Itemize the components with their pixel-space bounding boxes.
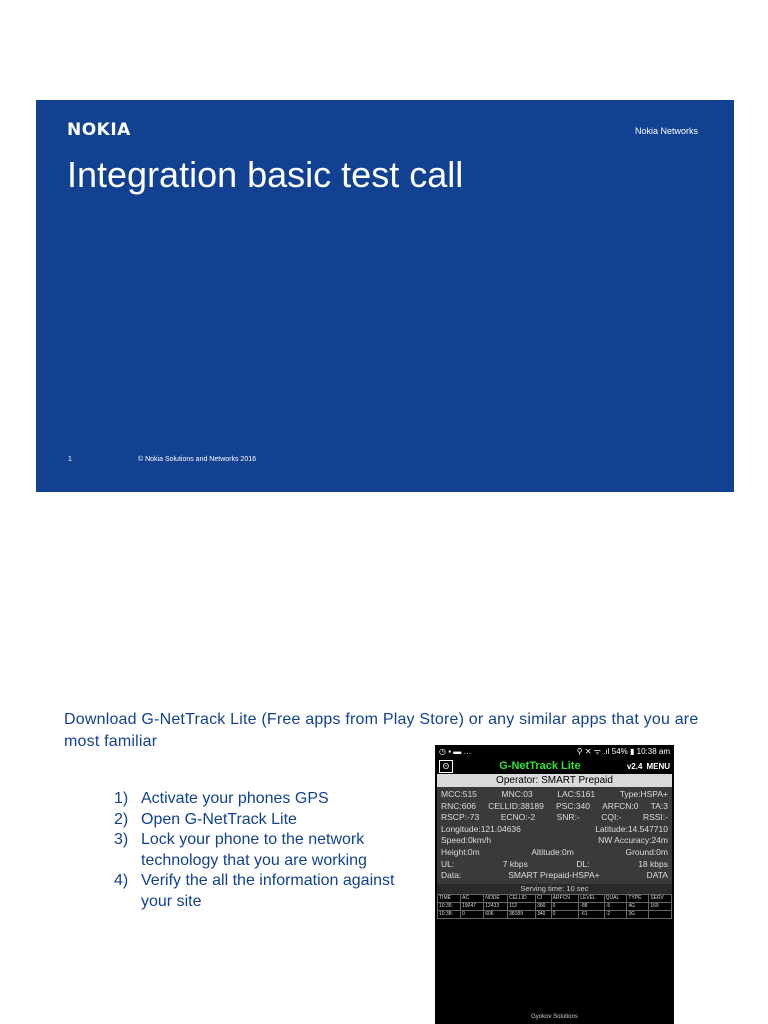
- table-cell: -5: [604, 902, 627, 910]
- developer-logo: Gyokov Solutions: [531, 1014, 578, 1020]
- table-cell: 19047: [461, 902, 484, 910]
- info-data-state: DATA: [646, 870, 668, 881]
- step-text: Lock your phone to the network technology that you are working: [141, 831, 367, 869]
- info-psc: PSC:340: [555, 800, 591, 811]
- info-row: [441, 847, 668, 859]
- info-row: [441, 870, 668, 882]
- info-ecno: ECNO:-2: [500, 812, 536, 823]
- status-icons-left: ◷ ▪ ▬ …: [439, 747, 472, 756]
- info-ul-label: UL:: [441, 858, 455, 869]
- column-header: LEVEL: [579, 894, 604, 902]
- info-longitude: Longitude:121.04636: [441, 823, 521, 834]
- column-header: TYPE: [627, 894, 649, 902]
- info-row: [441, 801, 668, 813]
- table-cell: 380: [536, 902, 552, 910]
- info-speed: Speed:0km/h: [441, 835, 492, 846]
- steps-list: [114, 789, 404, 912]
- info-rssi: RSSI:-: [642, 812, 668, 823]
- column-header: CELLID: [508, 894, 536, 902]
- table-cell: 0: [551, 902, 579, 910]
- info-type: Type:HSPA+: [619, 789, 668, 799]
- table-cell: 340: [536, 910, 552, 918]
- table-cell: -88: [579, 902, 604, 910]
- info-dl-value: 18 kbps: [638, 858, 668, 869]
- app-title: G-NetTrack Lite: [499, 760, 581, 772]
- table-cell: 0: [461, 910, 484, 918]
- column-header: AC: [461, 894, 484, 902]
- network-info-panel: [437, 787, 672, 884]
- info-latitude: Latitude:14.547710: [595, 823, 668, 834]
- title-slide: [36, 100, 734, 492]
- info-lac: LAC:5161: [557, 789, 596, 799]
- phone-screenshot: [435, 745, 674, 1024]
- info-cqi: CQI:-: [601, 812, 622, 823]
- table-cell: [649, 910, 672, 918]
- copyright-text: © Nokia Solutions and Networks 2016: [138, 456, 256, 463]
- info-height: Height:0m: [441, 846, 480, 857]
- serving-time: Serving time: 10 sec: [437, 884, 672, 894]
- list-item: [114, 871, 404, 912]
- column-header: SERV: [649, 894, 672, 902]
- operator-label: Operator: SMART Prepaid: [437, 774, 672, 787]
- table-cell: 4G: [627, 902, 649, 910]
- table-cell: 3G: [627, 910, 649, 918]
- table-cell: 0: [551, 910, 579, 918]
- table-cell: 606: [484, 910, 508, 918]
- info-rscp: RSCP:-73: [441, 812, 480, 823]
- table-cell: 38189: [508, 910, 536, 918]
- info-dl-label: DL:: [576, 858, 590, 869]
- table-cell: 10:35:: [438, 902, 461, 910]
- cell-log-table: [437, 894, 672, 919]
- nokia-logo: NOKIA: [67, 120, 131, 140]
- info-data-label: Data:: [441, 870, 462, 881]
- table-cell: 112: [508, 902, 536, 910]
- table-cell: 10:38:: [438, 910, 461, 918]
- info-ul-value: 7 kbps: [502, 858, 528, 869]
- column-header: CI: [536, 894, 552, 902]
- list-item: [114, 810, 404, 831]
- column-header: ARFCN: [551, 894, 579, 902]
- column-header: QUAL: [604, 894, 627, 902]
- info-arfcn: ARFCN:0: [602, 800, 639, 811]
- app-bar: [435, 758, 674, 774]
- info-cellid: CELLID:38189: [488, 800, 544, 811]
- list-item: [114, 789, 404, 810]
- table-cell: 12433: [484, 902, 508, 910]
- column-header: NODE: [484, 894, 508, 902]
- info-data-network: SMART Prepaid-HSPA+: [508, 870, 600, 881]
- step-text: Activate your phones GPS: [141, 790, 329, 807]
- step-number: 4): [114, 872, 129, 889]
- app-version: v2.4: [626, 761, 643, 771]
- table-cell: -2: [604, 910, 627, 918]
- step-number: 2): [114, 810, 129, 828]
- column-header: TIME: [438, 894, 461, 902]
- table-row: [438, 902, 672, 910]
- list-item: [114, 830, 404, 871]
- info-altitude: Altitude:0m: [531, 846, 574, 857]
- info-row: [441, 812, 668, 824]
- table-header-row: [438, 894, 672, 902]
- step-text: Verify the all the information against your site: [141, 872, 395, 910]
- brand-label: Nokia Networks: [634, 126, 698, 136]
- step-number: 3): [114, 831, 129, 848]
- table-cell: -61: [579, 910, 604, 918]
- slide-title: Integration basic test call: [67, 154, 464, 195]
- info-mcc: MCC:515: [441, 789, 477, 799]
- info-mnc: MNC:03: [501, 789, 533, 799]
- info-rnc: RNC:606: [441, 800, 476, 811]
- info-accuracy: NW Accuracy:24m: [598, 835, 668, 846]
- app-icon: Θ: [439, 760, 453, 773]
- status-icons-right: ⚲ ✕ ᯤ .ıl 54% ▮ 10:38 am: [576, 747, 670, 756]
- info-row: [441, 859, 668, 871]
- info-row: [441, 824, 668, 836]
- info-snr: SNR:-: [556, 812, 580, 823]
- status-bar: [435, 745, 674, 758]
- table-row: [438, 910, 672, 918]
- intro-text: Download G-NetTrack Lite (Free apps from Play Store) or any similar apps that you are most familiar: [64, 711, 699, 750]
- step-number: 1): [114, 790, 129, 807]
- info-ta: TA:3: [650, 800, 668, 811]
- info-row: [441, 835, 668, 847]
- info-row: [441, 789, 668, 801]
- page-number: 1: [68, 456, 72, 463]
- menu-button[interactable]: MENU: [646, 761, 670, 771]
- info-ground: Ground:0m: [625, 846, 668, 857]
- step-text: Open G-NetTrack Lite: [141, 810, 297, 828]
- table-cell: 169: [649, 902, 672, 910]
